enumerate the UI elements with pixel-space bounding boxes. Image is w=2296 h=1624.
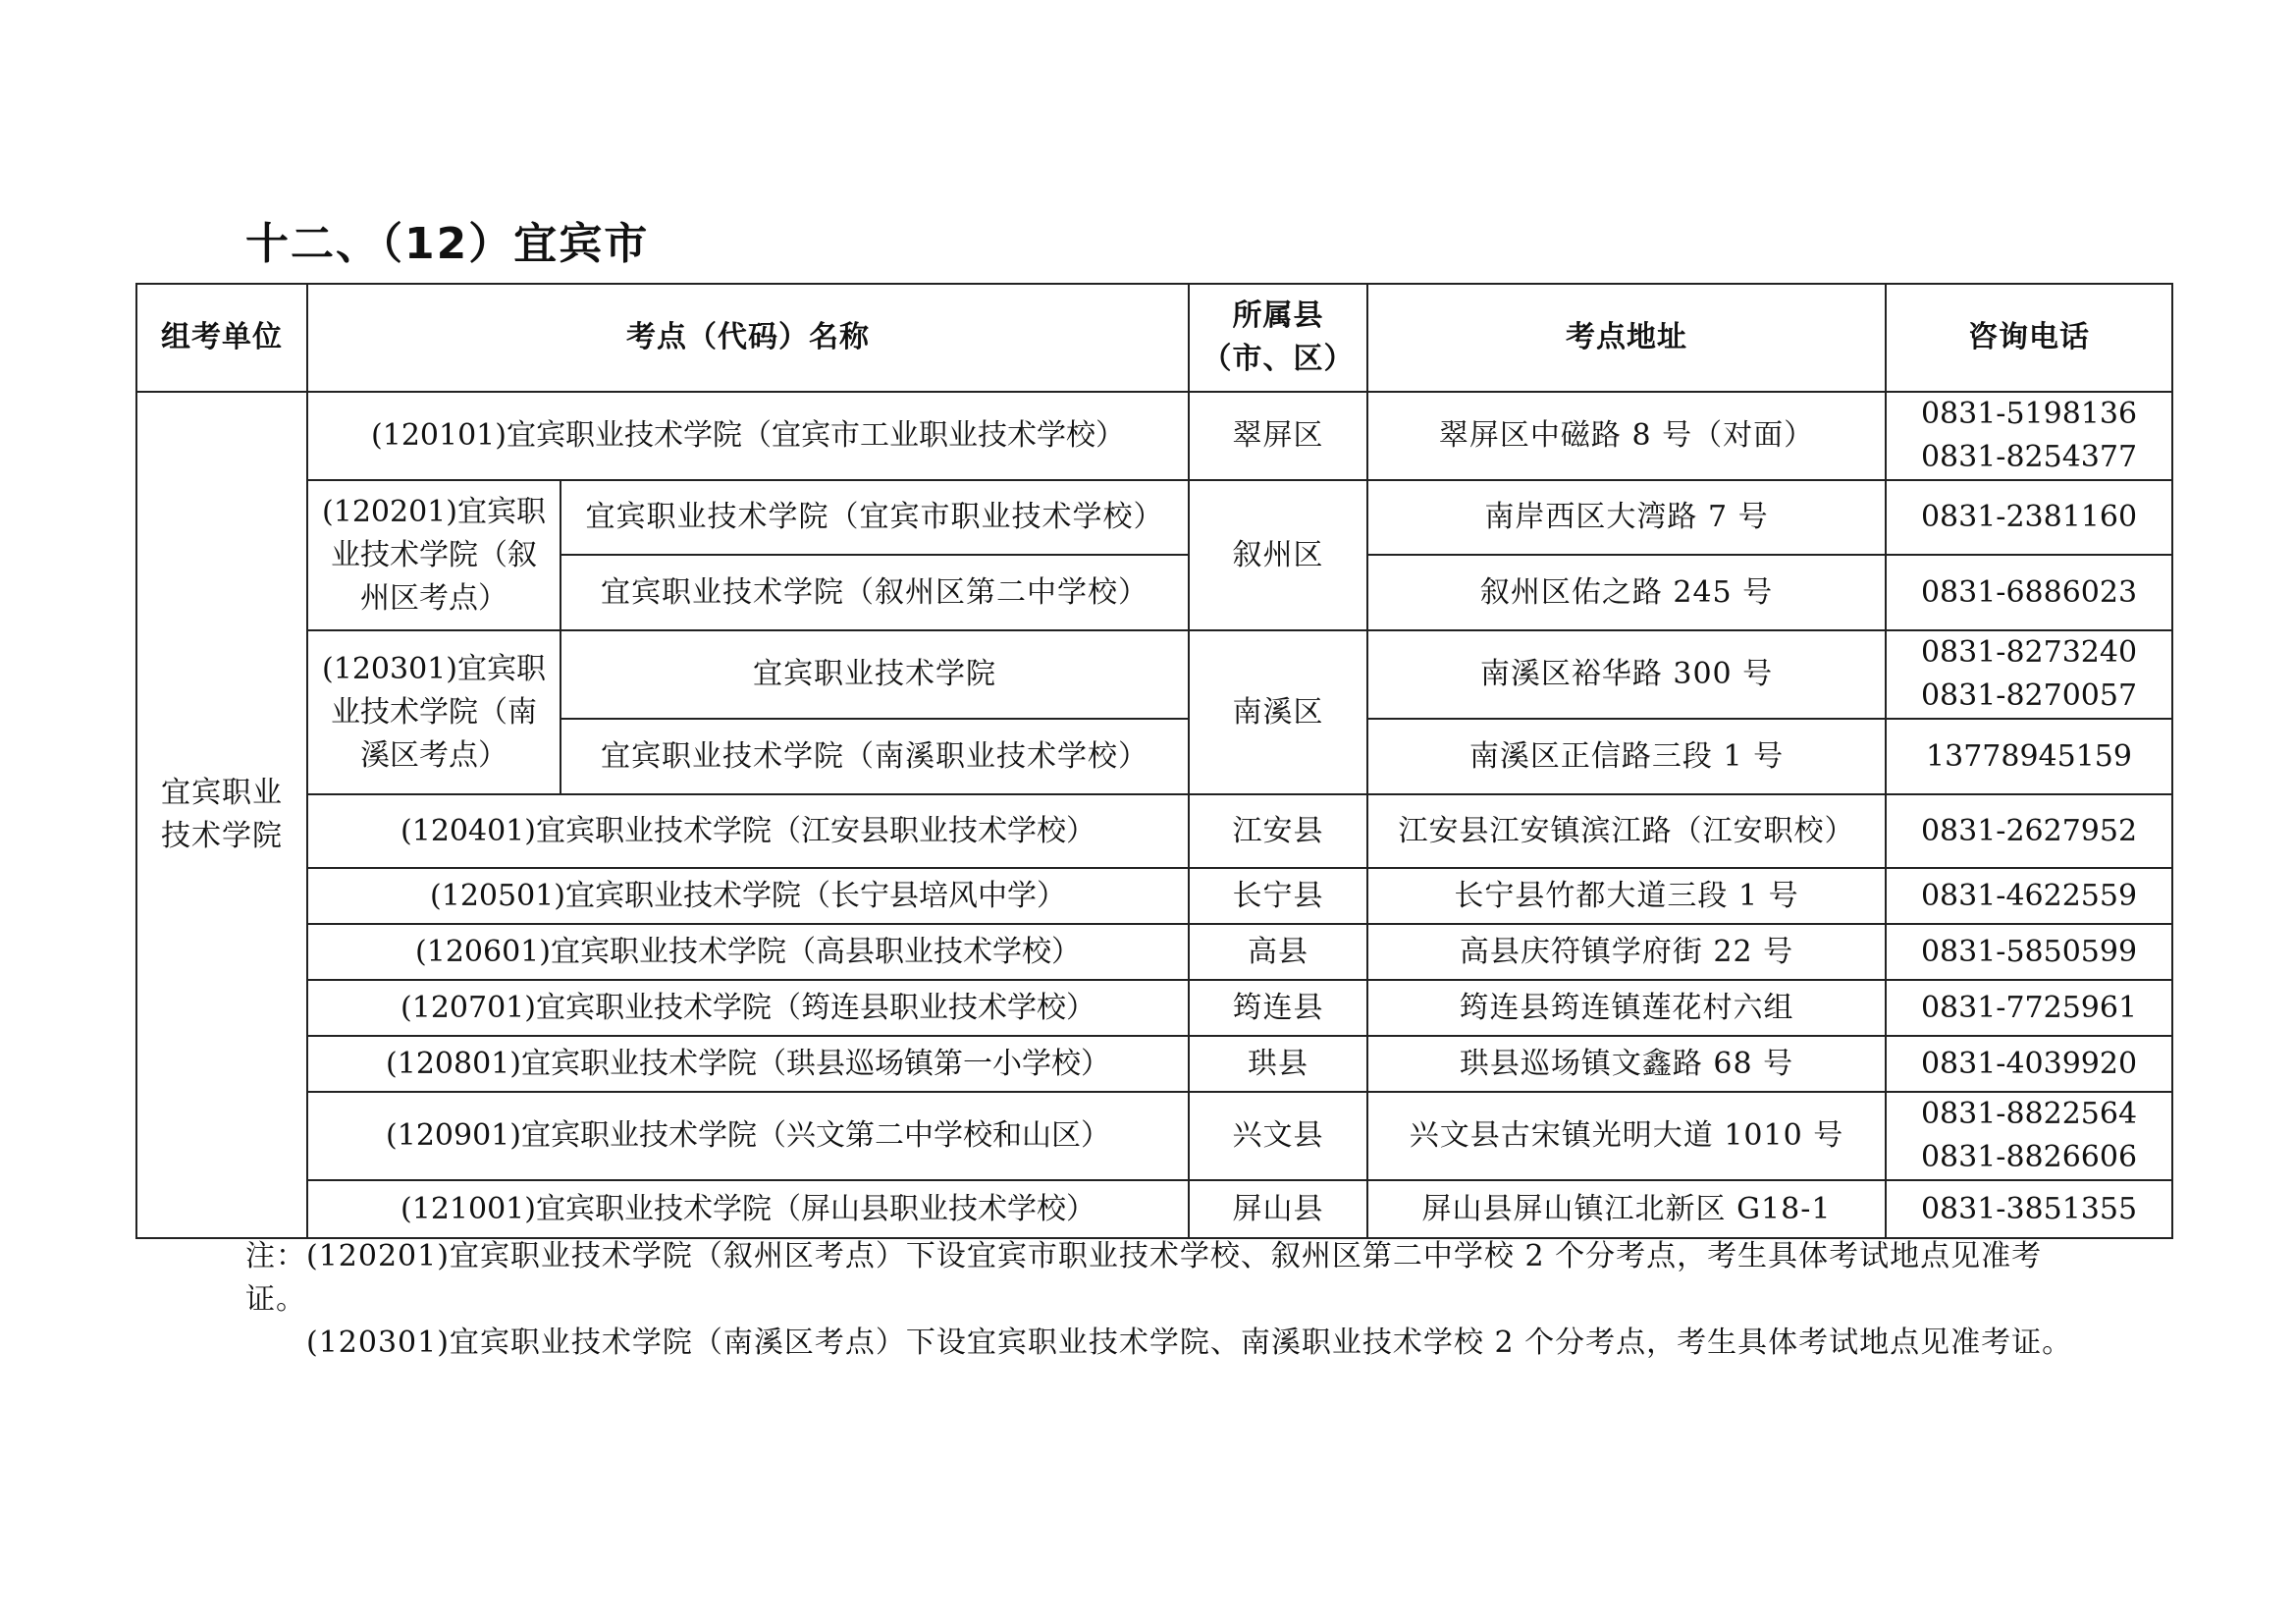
table-row bbox=[136, 794, 2172, 868]
page-title: 十二、（12）宜宾市 bbox=[245, 219, 650, 269]
phone-cell: 0831-5850599 bbox=[1886, 924, 2172, 980]
county-cell: 兴文县 bbox=[1189, 1092, 1367, 1180]
note-line-1: 注：(120201)宜宾职业技术学院（叙州区考点）下设宜宾市职业技术学校、叙州区第二中学校 2 个分考点，考生具体考试地点见准考证。 bbox=[245, 1239, 2043, 1317]
county-cell: 江安县 bbox=[1189, 794, 1367, 868]
address-cell: 珙县巡场镇文鑫路 68 号 bbox=[1367, 1036, 1886, 1092]
phone-cell: 0831-3851355 bbox=[1886, 1180, 2172, 1238]
sub-site-name-cell: 宜宾职业技术学院（叙州区第二中学校） bbox=[561, 555, 1189, 630]
address-cell: 翠屏区中磁路 8 号（对面） bbox=[1367, 392, 1886, 480]
county-cell: 长宁县 bbox=[1189, 868, 1367, 924]
address-cell: 屏山县屏山镇江北新区 G18-1 bbox=[1367, 1180, 1886, 1238]
phone-cell: 0831-2627952 bbox=[1886, 794, 2172, 868]
note-line-2: (120301)宜宾职业技术学院（南溪区考点）下设宜宾职业技术学院、南溪职业技术学校 2 个分考点，考生具体考试地点见准考证。 bbox=[306, 1326, 2073, 1360]
site-name-cell: (120401)宜宾职业技术学院（江安县职业技术学校） bbox=[307, 794, 1189, 868]
header-county: 所属县 （市、区） bbox=[1189, 284, 1367, 392]
site-name-cell: (120501)宜宾职业技术学院（长宁县培风中学） bbox=[307, 868, 1189, 924]
table-row bbox=[136, 1180, 2172, 1238]
address-cell: 南溪区裕华路 300 号 bbox=[1367, 630, 1886, 719]
county-cell: 珙县 bbox=[1189, 1036, 1367, 1092]
address-cell: 叙州区佑之路 245 号 bbox=[1367, 555, 1886, 630]
header-address: 考点地址 bbox=[1367, 284, 1886, 392]
phone-cell: 0831-4622559 bbox=[1886, 868, 2172, 924]
site-name-cell: (120601)宜宾职业技术学院（高县职业技术学校） bbox=[307, 924, 1189, 980]
header-unit: 组考单位 bbox=[136, 284, 307, 392]
table-row bbox=[136, 392, 2172, 480]
site-name-cell: (120901)宜宾职业技术学院（兴文第二中学校和山区） bbox=[307, 1092, 1189, 1180]
sub-site-name-cell: 宜宾职业技术学院（南溪职业技术学校） bbox=[561, 719, 1189, 794]
organizing-unit-cell: 宜宾职业 技术学院 bbox=[136, 392, 307, 1238]
header-site-name: 考点（代码）名称 bbox=[307, 284, 1189, 392]
sub-site-name-cell: 宜宾职业技术学院（宜宾市职业技术学校） bbox=[561, 480, 1189, 555]
table-row bbox=[136, 1036, 2172, 1092]
table-row bbox=[136, 924, 2172, 980]
table-row bbox=[136, 630, 2172, 719]
sub-site-name-cell: 宜宾职业技术学院 bbox=[561, 630, 1189, 719]
phone-cell: 0831-4039920 bbox=[1886, 1036, 2172, 1092]
phone-cell: 0831-5198136 0831-8254377 bbox=[1886, 392, 2172, 480]
address-cell: 南溪区正信路三段 1 号 bbox=[1367, 719, 1886, 794]
county-cell: 南溪区 bbox=[1189, 630, 1367, 794]
phone-cell: 0831-8822564 0831-8826606 bbox=[1886, 1092, 2172, 1180]
phone-cell: 0831-8273240 0831-8270057 bbox=[1886, 630, 2172, 719]
phone-cell: 0831-2381160 bbox=[1886, 480, 2172, 555]
site-name-cell: (120101)宜宾职业技术学院（宜宾市工业职业技术学校） bbox=[307, 392, 1189, 480]
address-cell: 兴文县古宋镇光明大道 1010 号 bbox=[1367, 1092, 1886, 1180]
county-cell: 高县 bbox=[1189, 924, 1367, 980]
address-cell: 筠连县筠连镇莲花村六组 bbox=[1367, 980, 1886, 1036]
phone-cell: 0831-7725961 bbox=[1886, 980, 2172, 1036]
county-cell: 筠连县 bbox=[1189, 980, 1367, 1036]
phone-cell: 13778945159 bbox=[1886, 719, 2172, 794]
phone-cell: 0831-6886023 bbox=[1886, 555, 2172, 630]
table-row bbox=[136, 480, 2172, 555]
table-row bbox=[136, 868, 2172, 924]
exam-site-table bbox=[135, 283, 2173, 1239]
address-cell: 江安县江安镇滨江路（江安职校） bbox=[1367, 794, 1886, 868]
table-note bbox=[245, 1235, 2091, 1365]
county-cell: 屏山县 bbox=[1189, 1180, 1367, 1238]
county-cell: 翠屏区 bbox=[1189, 392, 1367, 480]
site-name-cell: (120801)宜宾职业技术学院（珙县巡场镇第一小学校） bbox=[307, 1036, 1189, 1092]
site-name-cell: (121001)宜宾职业技术学院（屏山县职业技术学校） bbox=[307, 1180, 1189, 1238]
address-cell: 长宁县竹都大道三段 1 号 bbox=[1367, 868, 1886, 924]
address-cell: 南岸西区大湾路 7 号 bbox=[1367, 480, 1886, 555]
header-phone: 咨询电话 bbox=[1886, 284, 2172, 392]
county-cell: 叙州区 bbox=[1189, 480, 1367, 630]
table-row bbox=[136, 980, 2172, 1036]
table-header-row bbox=[136, 284, 2172, 392]
site-group-cell: (120201)宜宾职 业技术学院（叙 州区考点） bbox=[307, 480, 561, 630]
site-group-cell: (120301)宜宾职 业技术学院（南 溪区考点） bbox=[307, 630, 561, 794]
address-cell: 高县庆符镇学府街 22 号 bbox=[1367, 924, 1886, 980]
table-row bbox=[136, 1092, 2172, 1180]
site-name-cell: (120701)宜宾职业技术学院（筠连县职业技术学校） bbox=[307, 980, 1189, 1036]
